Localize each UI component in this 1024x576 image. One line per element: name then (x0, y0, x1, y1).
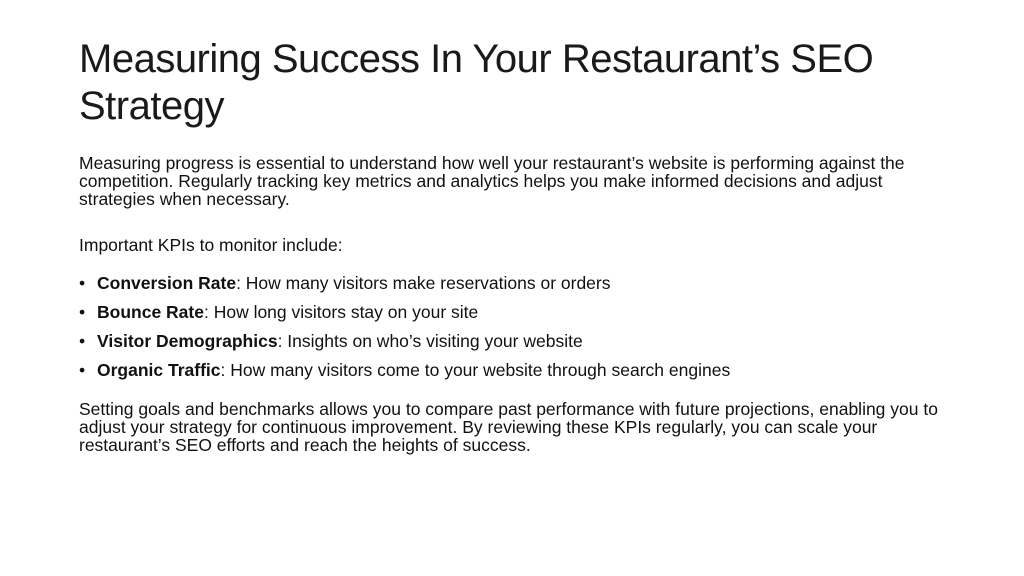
closing-paragraph: Setting goals and benchmarks allows you to compare past performance with future projections, enabling you to adjust your strategy for continuous improvement. By reviewing these KPIs regularly, you can scale your restaurant’s SEO efforts and reach the heights of success. (79, 399, 938, 455)
kpi-description: : Insights on who’s visiting your website (277, 331, 583, 351)
kpi-heading: Important KPIs to monitor include: (79, 235, 343, 255)
kpi-term: Organic Traffic (97, 360, 221, 380)
kpi-description: : How long visitors stay on your site (203, 302, 479, 322)
slide-title: Measuring Success In Your Restaurant’s SEO Strategy (79, 37, 874, 128)
kpi-description: : How many visitors make reservations or orders (236, 273, 611, 293)
slide-body (79, 154, 959, 454)
kpi-description: : How many visitors come to your website through search engines (220, 360, 731, 380)
bullet-icon: • (79, 331, 86, 351)
kpi-list (79, 274, 959, 380)
kpi-item-organic-traffic (79, 361, 959, 380)
kpi-item-bounce-rate (79, 303, 959, 322)
kpi-item-conversion-rate (79, 274, 959, 293)
bullet-icon: • (79, 360, 86, 380)
bullet-icon: • (79, 302, 86, 322)
bullet-icon: • (79, 273, 86, 293)
kpi-term: Visitor Demographics (97, 331, 278, 351)
kpi-term: Bounce Rate (97, 302, 204, 322)
kpi-item-visitor-demographics (79, 332, 959, 351)
kpi-term: Conversion Rate (97, 273, 237, 293)
intro-paragraph: Measuring progress is essential to understand how well your restaurant’s website is performing against the competition. Regularly tracking key metrics and analytics helps you make informed decisions and adjust strategies when necessary. (79, 153, 905, 209)
